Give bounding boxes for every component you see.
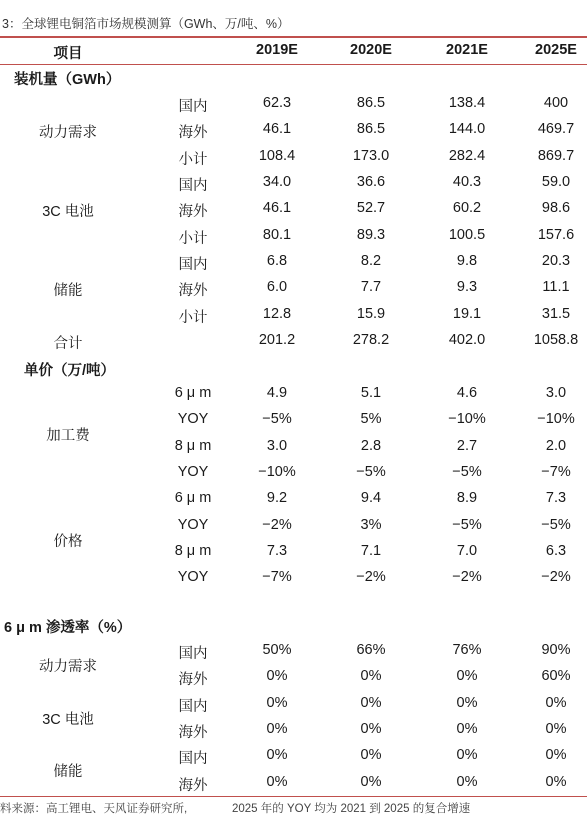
penetration-cell: 0%: [456, 747, 478, 764]
installed-cell: 8.2: [360, 252, 382, 269]
installed-cell: 31.5: [541, 305, 571, 322]
unit-price-cell: 7.3: [545, 490, 567, 507]
penetration-group-label: 动力需求: [39, 659, 97, 676]
installed-cell: 12.8: [262, 305, 292, 322]
installed-cell: 86.5: [356, 95, 386, 111]
unit-price-row-label: YOY: [177, 463, 209, 480]
installed-cell: 46.1: [262, 200, 292, 217]
unit-price-cell: −2%: [452, 569, 482, 586]
penetration-cell: 50%: [262, 642, 292, 658]
unit-price-group-label: 加工费: [46, 428, 90, 445]
installed-cell: 80.1: [262, 226, 292, 243]
installed-row-label: 小计: [178, 309, 208, 326]
unit-price-cell: 4.9: [266, 385, 288, 401]
penetration-label: 6 μ m 渗透率（%）: [4, 620, 132, 636]
installed-cell: 400: [543, 95, 569, 111]
penetration-cell: 90%: [541, 642, 571, 658]
installed-cell: 173.0: [352, 147, 390, 164]
installed-cell: 60.2: [452, 200, 482, 217]
penetration-row-label: 海外: [178, 672, 208, 689]
penetration-row-label: 海外: [178, 724, 208, 741]
installed-cell: 282.4: [448, 147, 486, 164]
installed-cell: 6.0: [266, 279, 288, 296]
penetration-cell: 0%: [456, 773, 478, 790]
installed-cell: 138.4: [448, 95, 486, 111]
installed-cell: 9.8: [456, 252, 478, 269]
installed-cell: 36.6: [356, 173, 386, 190]
total-label: 合计: [53, 335, 83, 352]
installed-group-label: 动力需求: [39, 125, 97, 142]
installed-cell: 7.7: [360, 279, 382, 296]
unit-price-row-label: YOY: [177, 516, 209, 533]
source-note: 料来源：高工锂电、天风证券研究所,: [0, 803, 188, 815]
penetration-cell: 0%: [545, 773, 567, 790]
installed-cell: 59.0: [541, 173, 571, 190]
unit-price-cell: −7%: [262, 569, 292, 586]
installed-row-label: 海外: [178, 125, 208, 142]
installed-cell: 6.8: [266, 252, 288, 269]
penetration-row-label: 海外: [178, 777, 208, 794]
installed-cell: 144.0: [448, 121, 486, 138]
unit-price-cell: −10%: [537, 411, 575, 428]
penetration-cell: 0%: [266, 747, 288, 764]
unit-price-cell: −10%: [258, 463, 296, 480]
unit-price-cell: 4.6: [456, 385, 478, 401]
penetration-cell: 0%: [266, 694, 288, 711]
installed-cell: 40.3: [452, 173, 482, 190]
installed-cell: 52.7: [356, 200, 386, 217]
installed-cell: 157.6: [537, 226, 575, 243]
unit-price-cell: −7%: [541, 463, 571, 480]
penetration-cell: 60%: [541, 668, 571, 685]
unit-price-cell: 7.0: [456, 542, 478, 559]
installed-row-label: 海外: [178, 204, 208, 221]
penetration-cell: 0%: [545, 747, 567, 764]
unit-price-cell: 9.4: [360, 490, 382, 507]
penetration-cell: 0%: [360, 720, 382, 737]
unit-price-row-label: YOY: [177, 569, 209, 586]
penetration-cell: 0%: [545, 720, 567, 737]
unit-price-cell: 3.0: [266, 437, 288, 454]
table-title: 3：全球锂电铜箔市场规模测算（GWh、万/吨、%）: [2, 17, 290, 31]
header-item: 项目: [53, 46, 83, 62]
penetration-group-label: 3C 电池: [42, 711, 94, 728]
total-cell: 201.2: [258, 331, 296, 348]
unit-price-cell: 9.2: [266, 490, 288, 507]
header-divider: [0, 64, 587, 65]
installed-cell: 62.3: [262, 95, 292, 111]
penetration-row-label: 国内: [178, 646, 208, 662]
installed-row-label: 小计: [178, 230, 208, 247]
unit-price-row-label: 6 μ m: [174, 385, 212, 401]
unit-price-cell: 5.1: [360, 385, 382, 401]
unit-price-cell: −5%: [452, 463, 482, 480]
installed-cell: 15.9: [356, 305, 386, 322]
unit-price-row-label: 8 μ m: [174, 437, 212, 454]
unit-price-cell: −2%: [541, 569, 571, 586]
unit-price-cell: −5%: [262, 411, 292, 428]
penetration-cell: 0%: [266, 668, 288, 685]
unit-price-cell: −5%: [356, 463, 386, 480]
penetration-cell: 0%: [360, 668, 382, 685]
penetration-cell: 0%: [456, 694, 478, 711]
installed-cell: 89.3: [356, 226, 386, 243]
installed-cell: 46.1: [262, 121, 292, 138]
installed-cell: 469.7: [537, 121, 575, 138]
installed-row-label: 海外: [178, 283, 208, 300]
unit-price-cell: 7.3: [266, 542, 288, 559]
installed-cell: 100.5: [448, 226, 486, 243]
penetration-row-label: 国内: [178, 751, 208, 768]
unit-price-row-label: YOY: [177, 411, 209, 428]
installed-cell: 20.3: [541, 252, 571, 269]
unit-price-cell: 2.0: [545, 437, 567, 454]
penetration-cell: 66%: [356, 642, 386, 658]
unit-price-cell: 3%: [360, 516, 382, 533]
penetration-cell: 0%: [266, 773, 288, 790]
unit-price-cell: 8.9: [456, 490, 478, 507]
installed-group-label: 3C 电池: [42, 204, 94, 221]
installed-cell: 98.6: [541, 200, 571, 217]
unit-price-row-label: 6 μ m: [174, 490, 212, 507]
unit-price-cell: −2%: [356, 569, 386, 586]
penetration-cell: 0%: [456, 720, 478, 737]
installed-cell: 34.0: [262, 173, 292, 190]
unit-price-label: 单价（万/吨）: [24, 363, 116, 379]
penetration-cell: 0%: [266, 720, 288, 737]
installed-row-label: 国内: [178, 256, 208, 273]
penetration-cell: 0%: [456, 668, 478, 685]
top-rule: [0, 36, 587, 38]
unit-price-cell: 2.7: [456, 437, 478, 454]
installed-cell: 19.1: [452, 305, 482, 322]
total-cell: 278.2: [352, 331, 390, 348]
unit-price-cell: 5%: [360, 411, 382, 428]
installed-row-label: 小计: [178, 151, 208, 168]
unit-price-cell: −5%: [452, 516, 482, 533]
unit-price-group-label: 价格: [53, 533, 83, 550]
installed-cell: 9.3: [456, 279, 478, 296]
header-year-2025E: 2025E: [535, 42, 577, 58]
installed-group-label: 储能: [53, 283, 83, 300]
unit-price-row-label: 8 μ m: [174, 542, 212, 559]
installed-row-label: 国内: [178, 177, 208, 194]
installed-row-label: 国内: [178, 99, 208, 115]
penetration-cell: 0%: [545, 694, 567, 711]
header-year-2019E: 2019E: [256, 42, 298, 58]
unit-price-cell: −2%: [262, 516, 292, 533]
unit-price-cell: 7.1: [360, 542, 382, 559]
bottom-rule: [0, 796, 587, 797]
installed-cell: 869.7: [537, 147, 575, 164]
unit-price-cell: 3.0: [545, 385, 567, 401]
installed-cell: 11.1: [542, 279, 570, 296]
total-cell: 402.0: [448, 331, 486, 348]
penetration-cell: 0%: [360, 773, 382, 790]
header-year-2021E: 2021E: [446, 42, 488, 58]
unit-price-cell: 2.8: [360, 437, 382, 454]
unit-price-cell: −10%: [448, 411, 486, 428]
unit-price-cell: 6.3: [545, 542, 567, 559]
unit-price-cell: −5%: [541, 516, 571, 533]
total-cell: 1058.8: [533, 331, 579, 348]
installed-cell: 86.5: [356, 121, 386, 138]
penetration-cell: 0%: [360, 747, 382, 764]
cagr-note: 2025 年的 YOY 均为 2021 到 2025 的复合增速: [232, 803, 471, 815]
penetration-cell: 76%: [452, 642, 482, 658]
penetration-group-label: 储能: [53, 764, 83, 781]
penetration-row-label: 国内: [178, 698, 208, 715]
installed-label: 装机量（GWh）: [14, 72, 121, 88]
header-year-2020E: 2020E: [350, 42, 392, 58]
installed-cell: 108.4: [258, 147, 296, 164]
penetration-cell: 0%: [360, 694, 382, 711]
